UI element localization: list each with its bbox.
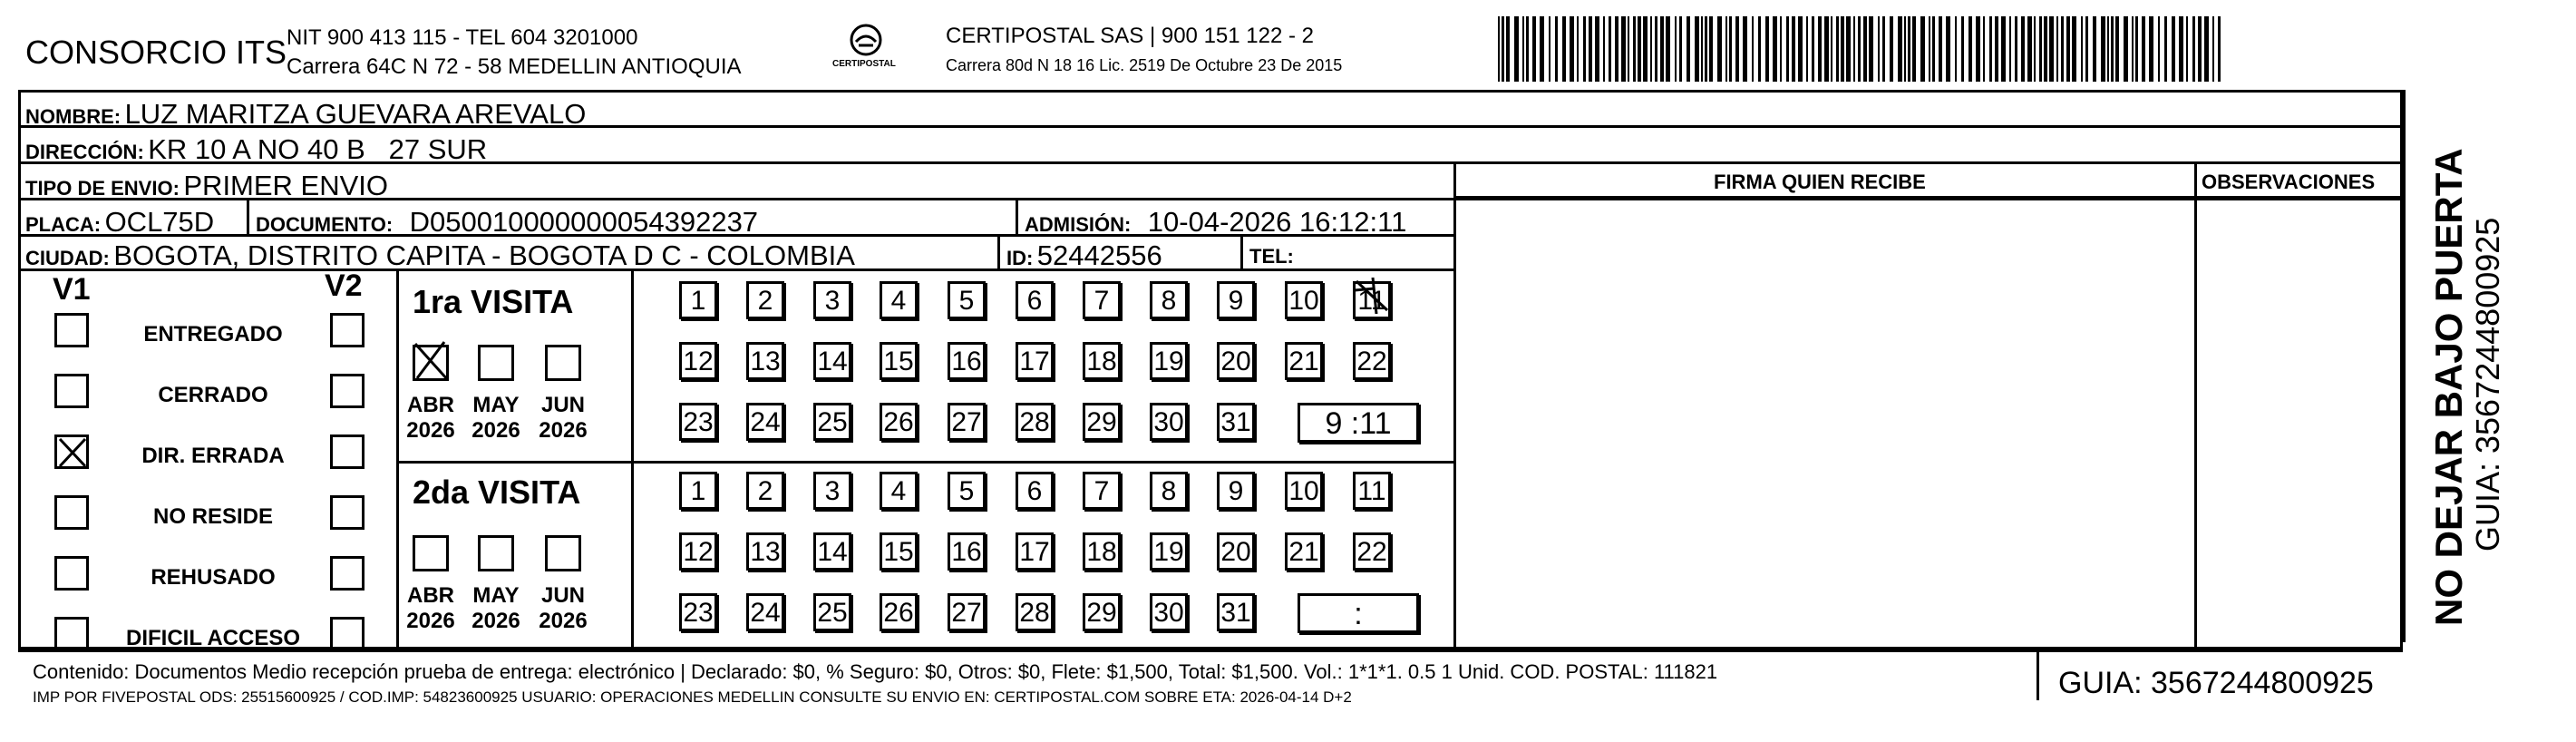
month-label [460,583,532,633]
month-name: MAY [472,583,520,608]
month-label [527,393,599,443]
day-box[interactable]: 25 [813,403,851,441]
day-box[interactable]: 21 [1285,342,1323,380]
id-label: ID: [1006,247,1034,269]
status-option-label: NO RESIDE [152,504,274,529]
time-box[interactable]: : [1298,593,1419,633]
v2-checkbox[interactable] [330,556,365,591]
day-box[interactable]: 28 [1016,593,1054,631]
day-box[interactable]: 16 [948,342,986,380]
month-label [394,583,467,633]
admision-value: 10-04-2026 16:12:11 [1147,206,1407,238]
day-box[interactable]: 2 [746,472,784,510]
v1-checkbox[interactable] [54,313,89,347]
day-box[interactable]: 5 [948,472,986,510]
v1-checkbox[interactable] [54,495,89,530]
month-name: MAY [472,393,520,417]
documento-value: D050010000000054392237 [409,206,759,238]
col-divider [1453,161,1456,649]
month-year: 2026 [539,417,588,443]
day-box[interactable]: 8 [1150,281,1188,319]
month-label [527,583,599,633]
day-box[interactable]: 11 [1353,472,1391,510]
day-box[interactable]: 11 [1353,281,1391,319]
tipo-envio-label: TIPO DE ENVIO: [25,177,180,200]
status-option-label: ENTREGADO [143,322,283,347]
day-box[interactable]: 6 [1016,281,1054,319]
day-box[interactable]: 18 [1083,342,1121,380]
admision-label: ADMISIÓN: [1025,213,1132,236]
tel-label: TEL: [1249,245,1294,268]
day-box[interactable]: 17 [1016,342,1054,380]
day-box[interactable]: 20 [1217,532,1255,571]
day-box[interactable]: 19 [1150,532,1188,571]
nombre-field [25,100,586,128]
day-box[interactable]: 1 [679,281,717,319]
month-year: 2026 [471,608,520,633]
day-box[interactable]: 26 [880,403,918,441]
right-frame-edge [2403,90,2406,642]
day-box[interactable]: 12 [679,342,717,380]
visit-title: 1ra VISITA [413,283,574,320]
day-box[interactable]: 9 [1217,472,1255,510]
imp-text: IMP POR FIVEPOSTAL ODS: 25515600925 / COD.IMP: 54823600925 USUARIO: OPERACIONES MEDELLIN CONSULTE SU ENVIO EN: CERTIPOSTAL.COM SOBRE ETA: 2026-04-14 D+2 [33,688,1352,706]
day-box[interactable]: 30 [1150,593,1188,631]
nombre-value: LUZ MARITZA GUEVARA AREVALO [124,98,587,130]
col-divider [2194,161,2197,649]
v2-checkbox[interactable] [330,313,365,347]
v1-label: V1 [53,272,91,307]
barcode [1498,16,2222,82]
day-box[interactable]: 17 [1016,532,1054,571]
day-box[interactable]: 19 [1150,342,1188,380]
day-box[interactable]: 31 [1217,593,1255,631]
direccion-value: KR 10 A NO 40 B 27 SUR [148,133,488,165]
day-box[interactable]: 15 [880,532,918,571]
v1-checkbox[interactable] [54,374,89,408]
day-box[interactable]: 18 [1083,532,1121,571]
firma-header: FIRMA QUIEN RECIBE [1714,171,1926,193]
v1-checkbox[interactable] [54,556,89,591]
day-box[interactable]: 13 [746,532,784,571]
day-box[interactable]: 4 [880,472,918,510]
placa-label: PLACA: [25,213,102,236]
day-box[interactable]: 14 [813,532,851,571]
direccion-field [25,135,487,163]
v2-checkbox[interactable] [330,374,365,408]
day-box[interactable]: 22 [1353,532,1391,571]
day-box[interactable]: 16 [948,532,986,571]
id-value: 52442556 [1036,239,1162,271]
day-box[interactable]: 12 [679,532,717,571]
id-field [1006,241,1162,269]
v2-checkbox[interactable] [330,434,365,469]
documento-field [256,208,758,236]
v1-checkbox[interactable] [54,617,89,651]
direccion-label: DIRECCIÓN: [25,141,144,163]
nombre-label: NOMBRE: [25,105,122,128]
day-box[interactable]: 22 [1353,342,1391,380]
month-checkbox[interactable] [478,345,514,381]
day-box[interactable]: 25 [813,593,851,631]
status-option-label: DIR. ERRADA [141,444,285,468]
month-label [460,393,532,443]
v2-checkbox[interactable] [330,495,365,530]
observaciones-header: OBSERVACIONES [2202,171,2376,193]
placa-field [25,208,214,236]
contenido-text: Contenido: Documentos Medio recepción prueba de entrega: electrónico | Declarado: $0, % Seguro: $0, Otros: $0, Flete: $1,500, Total: $1,500. Vol.: 1*1*1. 0.5 1 Unid. COD. POSTAL: 111821 [33,660,1718,683]
day-box[interactable]: 8 [1150,472,1188,510]
status-option-label: REHUSADO [151,565,276,590]
day-box[interactable]: 31 [1217,403,1255,441]
documento-label: DOCUMENTO: [256,213,394,236]
status-option-label: CERRADO [158,383,268,407]
certipostal-address: Carrera 80d N 18 16 Lic. 2519 De Octubre 23 De 2015 [946,56,1343,74]
v2-checkbox[interactable] [330,617,365,651]
certipostal-logo [816,22,916,76]
certipostal-line: CERTIPOSTAL SAS | 900 151 122 - 2 [946,24,1314,48]
logo-text: CERTIPOSTAL [832,59,896,69]
visit-title: 2da VISITA [413,474,581,511]
tipo-envio-value: PRIMER ENVIO [183,170,389,201]
month-checkbox[interactable] [545,535,581,571]
day-box[interactable]: 24 [746,403,784,441]
company-address: Carrera 64C N 72 - 58 MEDELLIN ANTIOQUIA [287,54,742,79]
month-checkbox[interactable] [413,535,449,571]
month-checkbox[interactable] [478,535,514,571]
admision-field [1025,208,1406,236]
month-name: ABR [407,583,454,608]
day-box[interactable]: 4 [880,281,918,319]
placa-value: OCL75D [104,206,215,238]
tipo-envio-field [25,171,388,200]
col-divider [1240,234,1243,268]
row-divider [18,649,2403,652]
footer-guia: GUIA: 3567244800925 [2058,666,2374,700]
day-box[interactable]: 27 [948,403,986,441]
v1-checkbox[interactable] [54,434,89,469]
col-divider [997,234,1000,268]
day-box[interactable]: 10 [1285,281,1323,319]
v2-label: V2 [325,268,363,303]
day-box[interactable]: 3 [813,472,851,510]
footer-divider [2036,649,2039,700]
no-dejar-bajo-puerta: NO DEJAR BAJO PUERTA [2427,148,2470,626]
day-box[interactable]: 29 [1083,403,1121,441]
day-box[interactable]: 2 [746,281,784,319]
day-box[interactable]: 21 [1285,532,1323,571]
company-name: CONSORCIO ITS [25,34,287,71]
month-year: 2026 [539,608,588,633]
day-box[interactable]: 23 [679,403,717,441]
day-box[interactable]: 13 [746,342,784,380]
col-divider [1016,198,1018,234]
col-divider [247,198,249,234]
col-divider [631,268,634,649]
month-label [394,393,467,443]
day-box[interactable]: 20 [1217,342,1255,380]
day-box[interactable]: 7 [1083,281,1121,319]
time-box[interactable]: 9 :11 [1298,403,1419,443]
day-box[interactable]: 1 [679,472,717,510]
day-box[interactable]: 9 [1217,281,1255,319]
month-name: JUN [540,583,585,608]
day-box[interactable]: 10 [1285,472,1323,510]
day-box[interactable]: 26 [880,593,918,631]
status-option-label: DIFICIL ACCESO [125,626,300,650]
day-box[interactable]: 14 [813,342,851,380]
day-box[interactable]: 28 [1016,403,1054,441]
day-box[interactable]: 5 [948,281,986,319]
month-year: 2026 [471,417,520,443]
day-box[interactable]: 23 [679,593,717,631]
day-box[interactable]: 24 [746,593,784,631]
month-name: JUN [540,393,585,417]
nit-line: NIT 900 413 115 - TEL 604 3201000 [287,25,638,50]
day-box[interactable]: 3 [813,281,851,319]
side-guia: GUIA: 3567244800925 [2469,217,2506,552]
day-box[interactable]: 6 [1016,472,1054,510]
day-box[interactable]: 29 [1083,593,1121,631]
day-box[interactable]: 27 [948,593,986,631]
month-year: 2026 [406,417,455,443]
day-box[interactable]: 7 [1083,472,1121,510]
month-year: 2026 [406,608,455,633]
day-box[interactable]: 15 [880,342,918,380]
visit-divider [396,461,1455,464]
col-header-underline [1453,196,2403,199]
day-box[interactable]: 30 [1150,403,1188,441]
ciudad-value: BOGOTA, DISTRITO CAPITA - BOGOTA D C - COLOMBIA [113,239,855,271]
month-checkbox[interactable] [413,345,449,381]
ciudad-label: CIUDAD: [25,247,110,269]
month-checkbox[interactable] [545,345,581,381]
ciudad-field [25,241,855,269]
month-name: ABR [407,393,454,417]
